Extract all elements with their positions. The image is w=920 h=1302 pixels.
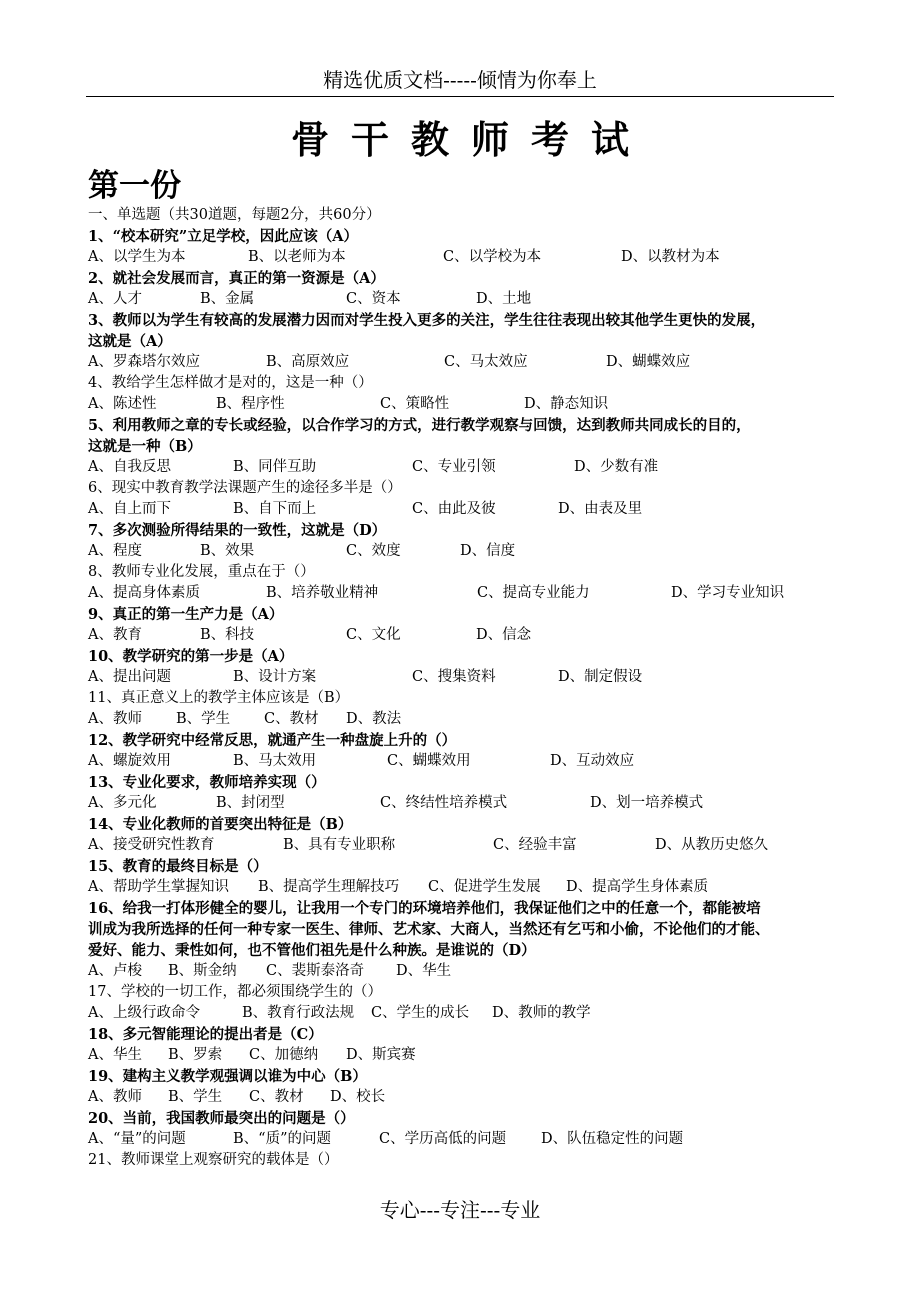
answer-option: A、“量”的问题 (88, 1131, 186, 1147)
answer-options (88, 247, 848, 268)
question-text: 18、多元智能理论的提出者是（C） (88, 1026, 323, 1043)
answer-options (88, 625, 848, 646)
answer-option: C、以学校为本 (443, 249, 542, 265)
answer-option: C、蝴蝶效用 (387, 753, 471, 769)
question-text: 15、教育的最终目标是（） (88, 858, 268, 875)
answer-option: B、学生 (168, 1089, 223, 1105)
answer-option: D、制定假设 (558, 669, 643, 685)
answer-option: A、以学生为本 (88, 249, 186, 265)
answer-options (88, 394, 848, 415)
answer-option: A、华生 (88, 1047, 142, 1063)
answer-option: A、卢梭 (88, 963, 142, 979)
document-body (88, 205, 848, 1171)
question-text: 12、教学研究中经常反思，就通产生一种盘旋上升的（） (88, 732, 457, 749)
answer-option: C、专业引领 (412, 459, 496, 475)
answer-option: B、同伴互助 (233, 459, 317, 475)
answer-option: D、土地 (476, 291, 532, 307)
answer-option: C、策略性 (380, 396, 450, 412)
answer-option: C、搜集资料 (412, 669, 496, 685)
answer-option: A、教师 (88, 711, 142, 727)
answer-option: C、学历高低的问题 (379, 1131, 507, 1147)
answer-option: A、自上而下 (88, 501, 171, 517)
answer-option: A、陈述性 (88, 396, 157, 412)
question-text: 4、教给学生怎样做才是对的，这是一种（） (88, 375, 373, 391)
answer-options (88, 877, 848, 898)
answer-options (88, 1087, 848, 1108)
question-text: 16、给我一打体形健全的婴儿，让我用一个专门的环境培养他们，我保证他们之中的任意一个，都能被培 (88, 900, 761, 917)
header-divider (86, 96, 834, 97)
question-text: 14、专业化教师的首要突出特征是（B） (88, 816, 353, 833)
page-header: 精选优质文档-----倾情为你奉上 (323, 68, 597, 92)
answer-option: D、由表及里 (558, 501, 643, 517)
answer-option: C、效度 (346, 543, 401, 559)
answer-options (88, 289, 848, 310)
answer-option: D、互动效应 (550, 753, 635, 769)
answer-option: A、自我反思 (88, 459, 171, 475)
answer-option: C、终结性培养模式 (380, 795, 508, 811)
answer-option: A、帮助学生掌握知识 (88, 879, 229, 895)
answer-option: B、学生 (176, 711, 231, 727)
section-subtitle: 第一份 (88, 168, 181, 204)
answer-option: D、以教材为本 (621, 249, 720, 265)
answer-option: B、“质”的问题 (233, 1131, 331, 1147)
answer-options (88, 961, 848, 982)
answer-option: D、学习专业知识 (671, 585, 785, 601)
answer-option: A、螺旋效用 (88, 753, 171, 769)
answer-option: D、蝴蝶效应 (606, 354, 691, 370)
answer-option: B、封闭型 (216, 795, 285, 811)
answer-option: C、马太效应 (444, 354, 528, 370)
question-text: 11、真正意义上的教学主体应该是（B） (88, 690, 350, 706)
answer-option: A、人才 (88, 291, 142, 307)
answer-option: D、斯宾赛 (346, 1047, 416, 1063)
answer-option: C、学生的成长 (371, 1005, 470, 1021)
answer-option: A、接受研究性教育 (88, 837, 215, 853)
answer-option: A、提高身体素质 (88, 585, 200, 601)
answer-option: B、自下而上 (233, 501, 317, 517)
answer-option: A、教育 (88, 627, 142, 643)
answer-option: D、从教历史悠久 (655, 837, 769, 853)
question-text: 6、现实中教育教学法课题产生的途径多半是（） (88, 480, 402, 496)
answer-option: D、划一培养模式 (590, 795, 704, 811)
answer-option: B、具有专业职称 (283, 837, 396, 853)
answer-option: C、加德纳 (249, 1047, 319, 1063)
answer-option: C、教材 (249, 1089, 304, 1105)
answer-option: B、金属 (200, 291, 255, 307)
answer-option: C、提高专业能力 (477, 585, 590, 601)
answer-option: D、静态知识 (524, 396, 609, 412)
answer-option: C、裴斯泰洛奇 (266, 963, 365, 979)
answer-option: B、高原效应 (266, 354, 350, 370)
document-title: 骨干教师考试 (290, 117, 651, 162)
answer-option: D、提高学生身体素质 (566, 879, 709, 895)
answer-option: B、程序性 (216, 396, 285, 412)
answer-options (88, 751, 848, 772)
question-text: 5、利用教师之章的专长或经验，以合作学习的方式，进行教学观察与回馈，达到教师共同成长的目的， (88, 417, 751, 434)
answer-options (88, 793, 848, 814)
answer-option: C、经验丰富 (493, 837, 577, 853)
section-heading: 一、单选题（共30道题，每题2分，共60分） (88, 207, 381, 223)
answer-option: D、队伍稳定性的问题 (541, 1131, 684, 1147)
question-text: 13、专业化要求，教师培养实现（） (88, 774, 326, 791)
answer-option: B、马太效用 (233, 753, 317, 769)
question-text: 19、建构主义教学观强调以谁为中心（B） (88, 1068, 367, 1085)
answer-options (88, 1003, 848, 1024)
question-text: 17、学校的一切工作，都必须围绕学生的（） (88, 984, 382, 1000)
answer-option: D、信念 (476, 627, 532, 643)
answer-option: C、促进学生发展 (428, 879, 541, 895)
question-text: 10、教学研究的第一步是（A） (88, 648, 294, 665)
answer-option: D、少数有准 (574, 459, 659, 475)
answer-option: A、多元化 (88, 795, 157, 811)
answer-options (88, 499, 848, 520)
question-text: 这就是一种（B） (88, 438, 202, 455)
question-text: 这就是（A） (88, 333, 172, 350)
answer-option: A、罗森塔尔效应 (88, 354, 200, 370)
answer-option: A、上级行政命令 (88, 1005, 200, 1021)
answer-option: B、培养敬业精神 (266, 585, 379, 601)
answer-option: B、以老师为本 (248, 249, 346, 265)
answer-option: D、信度 (460, 543, 516, 559)
answer-options (88, 541, 848, 562)
question-text: 训成为我所选择的任何一种专家一医生、律师、艺术家、大商人，当然还有乞丐和小偷，不论他们的才能、 (88, 921, 770, 938)
page-footer: 专心---专注---专业 (379, 1198, 541, 1222)
question-text: 20、当前，我国教师最突出的问题是（） (88, 1110, 355, 1127)
question-text: 7、多次测验所得结果的一致性，这就是（D） (88, 522, 387, 539)
answer-option: B、提高学生理解技巧 (258, 879, 400, 895)
answer-option: D、教师的教学 (492, 1005, 591, 1021)
answer-options (88, 583, 848, 604)
answer-options (88, 835, 848, 856)
question-list (88, 226, 848, 1171)
answer-option: C、由此及彼 (412, 501, 496, 517)
answer-options (88, 1045, 848, 1066)
question-text: 爱好、能力、秉性如何，也不管他们祖先是什么种族。是谁说的（D） (88, 942, 536, 959)
question-text: 2、就社会发展而言，真正的第一资源是（A） (88, 270, 385, 287)
answer-options (88, 352, 848, 373)
answer-option: C、资本 (346, 291, 401, 307)
answer-option: B、斯金纳 (168, 963, 237, 979)
answer-option: A、程度 (88, 543, 142, 559)
question-text: 1、“校本研究”立足学校，因此应该（A） (88, 228, 359, 245)
question-text: 3、教师以为学生有较高的发展潜力因而对学生投入更多的关注，学生往往表现出较其他学生更快的发展， (88, 312, 766, 329)
answer-option: B、效果 (200, 543, 255, 559)
answer-option: B、教育行政法规 (242, 1005, 355, 1021)
answer-options (88, 1129, 848, 1150)
answer-options (88, 667, 848, 688)
question-text: 8、教师专业化发展，重点在于（） (88, 564, 315, 580)
answer-option: B、罗索 (168, 1047, 223, 1063)
answer-options (88, 457, 848, 478)
question-text: 21、教师课堂上观察研究的载体是（） (88, 1152, 339, 1168)
answer-options (88, 709, 848, 730)
answer-option: C、文化 (346, 627, 401, 643)
answer-option: D、校长 (330, 1089, 386, 1105)
answer-option: D、教法 (346, 711, 402, 727)
answer-option: A、教师 (88, 1089, 142, 1105)
answer-option: B、科技 (200, 627, 255, 643)
answer-option: B、设计方案 (233, 669, 317, 685)
question-text: 9、真正的第一生产力是（A） (88, 606, 284, 623)
answer-option: C、教材 (264, 711, 319, 727)
answer-option: A、提出问题 (88, 669, 171, 685)
answer-option: D、华生 (396, 963, 452, 979)
